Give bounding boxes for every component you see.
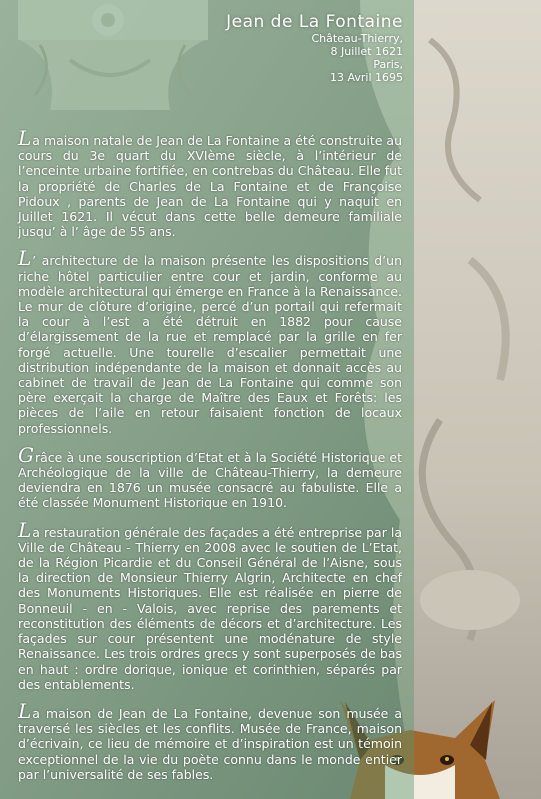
drop-cap: G: [18, 442, 34, 467]
paragraph-museum: [18, 442, 402, 511]
paragraph-birthplace: [18, 126, 402, 240]
header: [226, 12, 403, 84]
article-body: [18, 126, 402, 795]
paragraph-text: a maison natale de Jean de La Fontaine a été construite au cours du 3e quart du XVIème siècle, à l’intérieur de l’enceinte urbaine fortifiée, en contrebas du Château. Elle fut la propriété de Charles de La Fontaine et de Françoise Pidoux , parents de Jean de La Fontaine qui y naquit en Juillet 1621. Il vécut dans cette belle demeure familiale jusqu’ à l’ âge de 55 ans.: [18, 133, 402, 240]
death-place: Paris,: [373, 58, 403, 71]
birth-place: Château-Thierry,: [311, 32, 403, 45]
paragraph-text: a restauration générale des façades a été entreprise par la Ville de Château - Thierry en 2008 avec le soutien de L’Etat, de la Région Picardie et du Conseil Général de l’Aisne, sous la direction de Monsieur Thierry Algrin, Architecte en chef des Monuments Historiques. Elle est réalisée en pierre de Bonneuil - en - Valois, avec reprise des parements et reconstitution des éléments de décors et d’architecture. Les façades sur cour présentent une modénature de style Renaissance. Les trois ordres grecs y sont superposés de bas en haut : ordre dorique, ionique et corinthien, séparés par des entablements.: [18, 524, 402, 692]
drop-cap: L: [18, 126, 32, 150]
paragraph-architecture: [18, 246, 402, 436]
death-date: 13 Avril 1695: [329, 71, 403, 84]
paragraph-text: râce à une souscription d’Etat et à la Société Historique et Archéologique de la ville de Château-Thierry, la demeure deviendra en 1876 un musée consacré au fabuliste. Elle a été classée Monument Historique en 1910.: [18, 449, 402, 511]
birth-date: 8 Juillet 1621: [330, 45, 403, 58]
paragraph-text: ’ architecture de la maison présente les dispositions d’un riche hôtel particulier entre cour et jardin, conforme au modèle architectural qui émerge en France à la Renaissance. Le mur de clôture d’origine, percé d’un portail qui refermait la cour à l’est a été détruit en 1882 pour cause d’élargissement de la rue et remplacé par la grille en fer forgé actuelle. Une tourelle d’escalier permettait une distribution indépendante de la maison et donnait accès au cabinet de travail de Jean de La Fontaine qui comme son père exerçait la charge de Maître des Eaux et Forêts: les pièces de l’aile en retour faisaient fonction de locaux professionnels.: [18, 253, 402, 436]
paragraph-legacy: [18, 698, 402, 782]
paragraph-text: a maison de Jean de La Fontaine, devenue son musée a traversé les siècles et les conflits. Musée de France, maison d’écrivain, ce lieu de mémoire et d’inspiration est un témoin exceptionnel de la vie du poète connu dans le monde entier par l’universalité de ses fables.: [18, 705, 402, 782]
drop-cap: L: [18, 698, 32, 723]
page-title: Jean de La Fontaine: [226, 12, 403, 32]
paragraph-restoration: [18, 517, 402, 692]
drop-cap: L: [18, 517, 32, 542]
drop-cap: L: [18, 246, 32, 271]
